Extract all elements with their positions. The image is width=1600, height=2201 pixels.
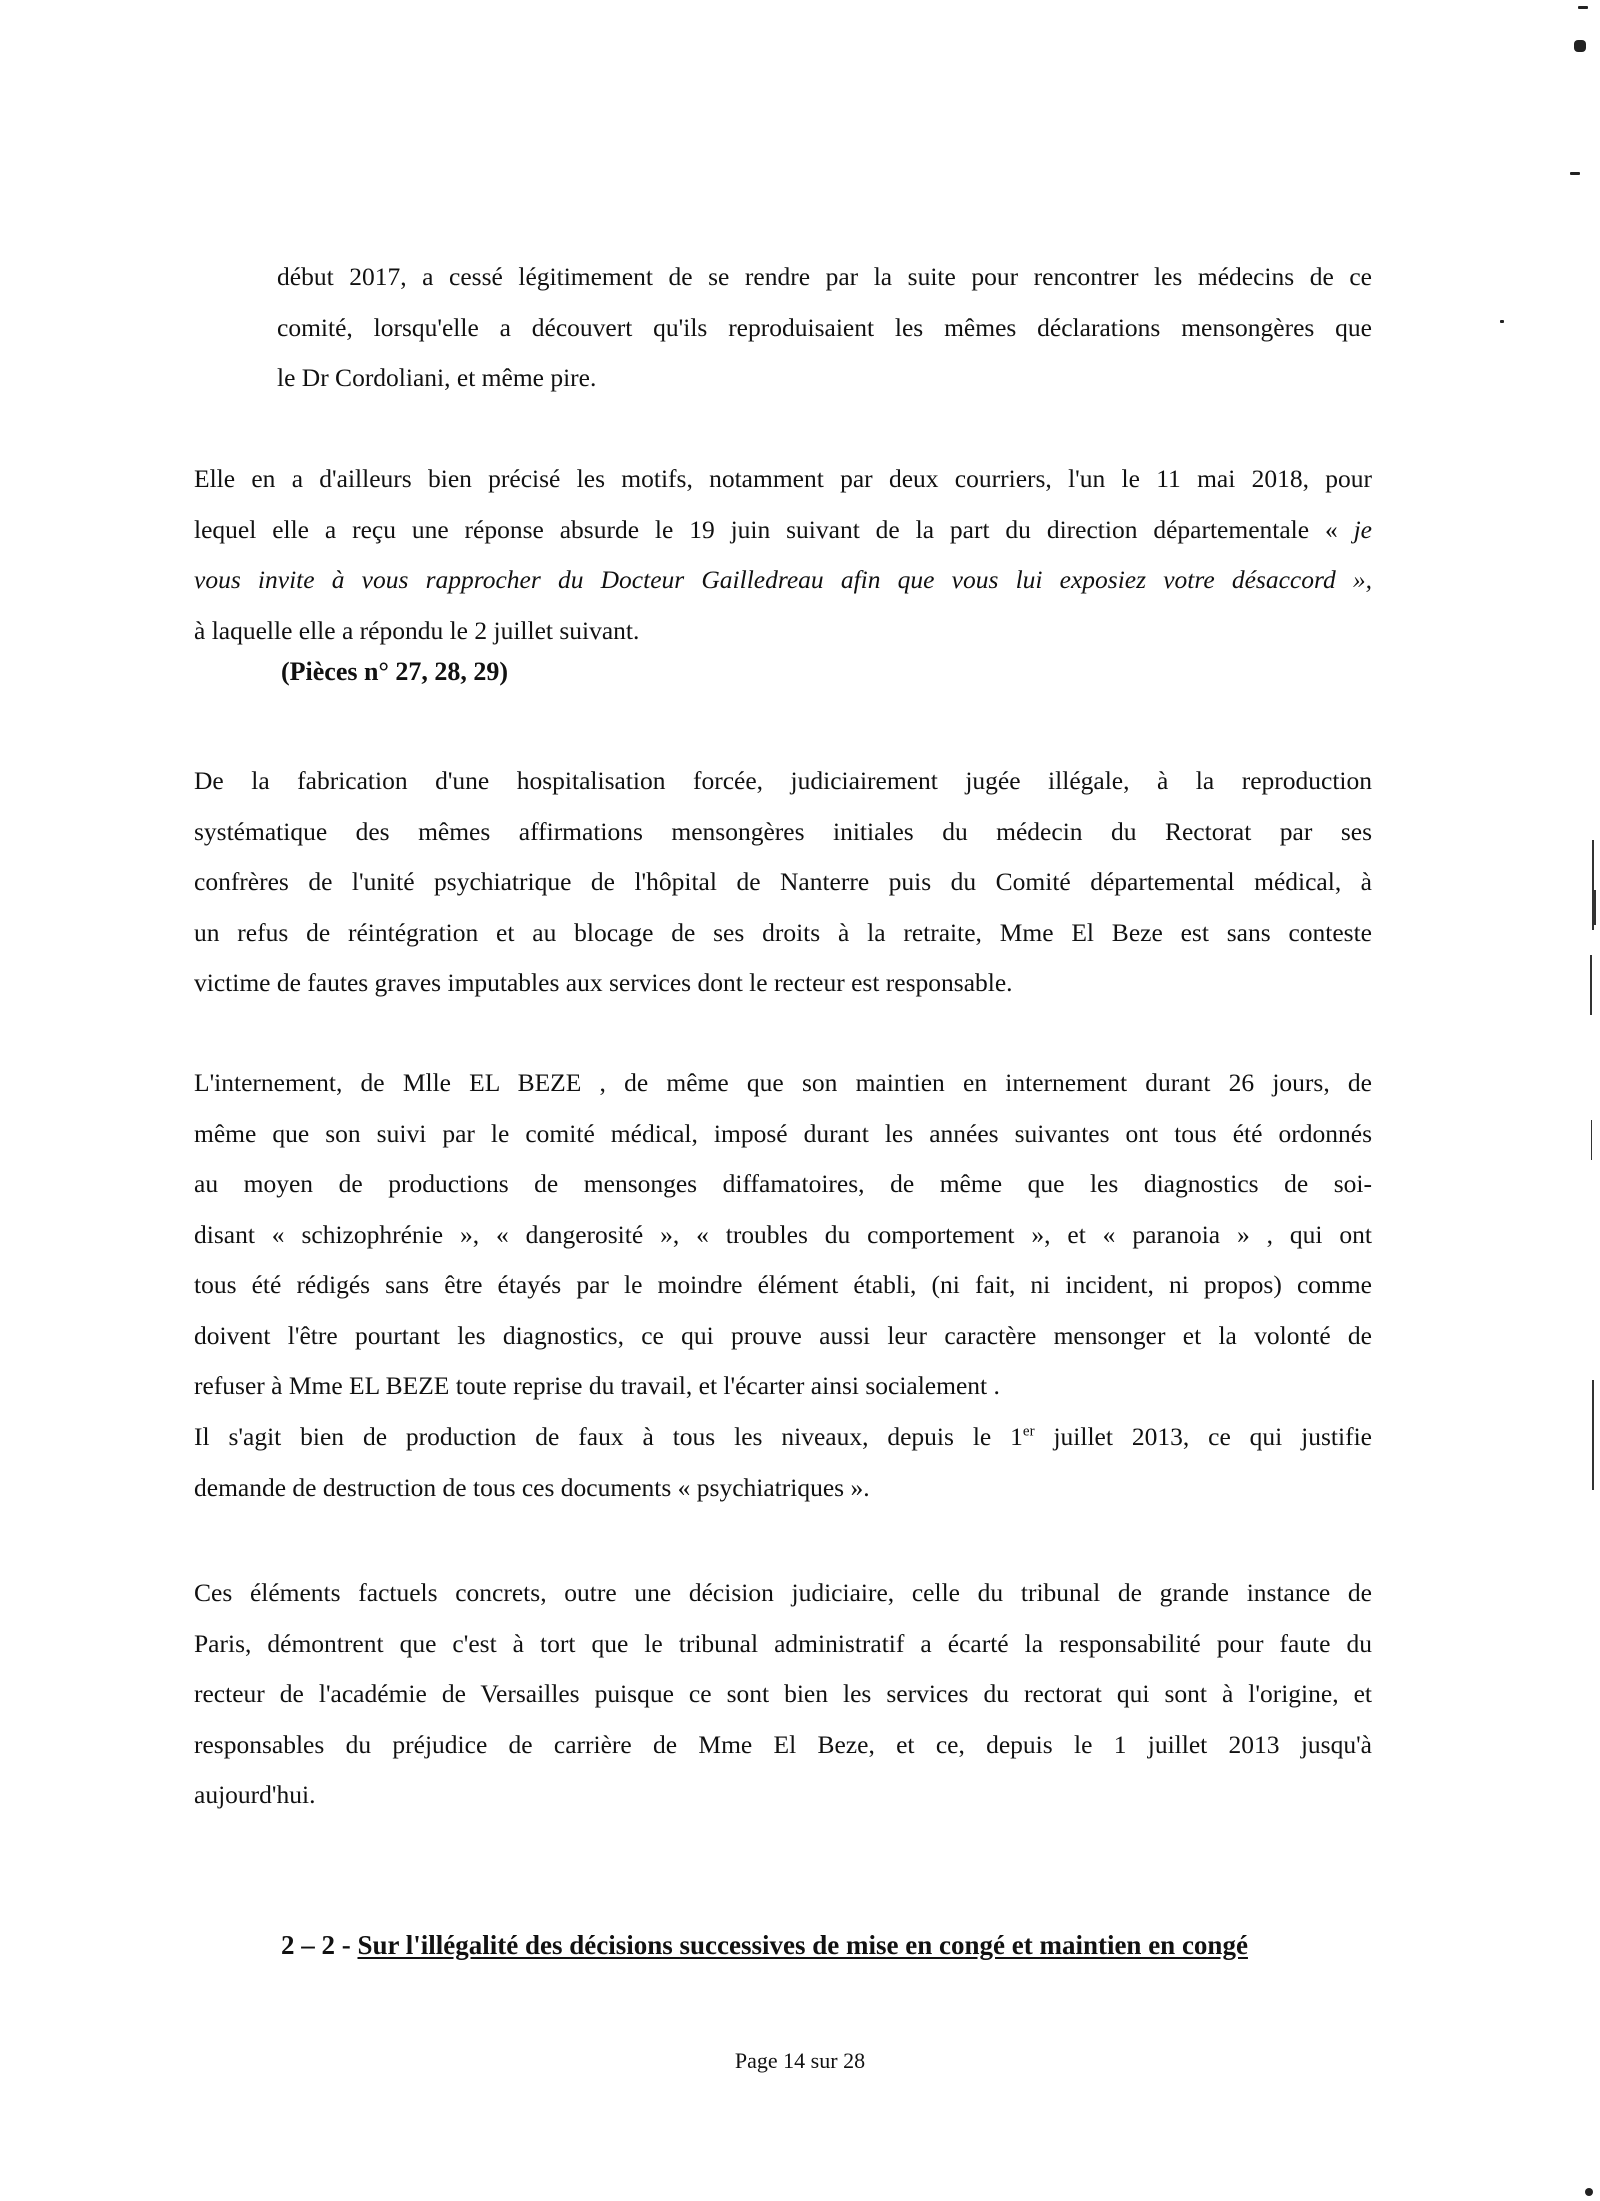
text-line: début 2017, a cessé légitimement de se rendre par la suite pour rencontrer les médecins de ce (277, 262, 1372, 291)
scan-mark (1574, 40, 1586, 52)
text-line: demande de destruction de tous ces documents « psychiatriques ». (194, 1472, 870, 1502)
section-title: Sur l'illégalité des décisions successives de mise en congé et maintien en congé (357, 1930, 1248, 1960)
scan-mark (1591, 1120, 1592, 1160)
text-line: recteur de l'académie de Versailles puisque ce sont bien les services du rectorat qui sont à l'origine, et (194, 1679, 1372, 1708)
exhibit-reference: (Pièces n° 27, 28, 29) (281, 657, 509, 686)
section-number: 2 – 2 - (281, 1930, 358, 1960)
scan-mark (1593, 890, 1596, 925)
text-line: un refus de réintégration et au blocage de ses droits à la retraite, Mme El Beze est sans conteste (194, 917, 1372, 947)
paragraph-fabrication (194, 756, 1372, 1009)
scan-mark (1592, 1380, 1594, 1490)
text-line: à laquelle elle a répondu le 2 juillet suivant. (194, 615, 640, 645)
text-line: tous été rédigés sans être étayés par le moindre élément établi, (ni fait, ni incident, ni propos) comme (194, 1270, 1372, 1299)
text-line: disant « schizophrénie », « dangerosité », « troubles du comportement », et « paranoia » , qui ont (194, 1219, 1372, 1249)
section-heading (281, 1930, 1248, 1961)
text-line: De la fabrication d'une hospitalisation forcée, judiciairement jugée illégale, à la reproduction (194, 766, 1372, 795)
paragraph-elements-factuels (194, 1568, 1372, 1821)
text-span: Il s'agit bien de production de faux à tous les niveaux, depuis le 1 (194, 1422, 1023, 1451)
scan-mark (1570, 172, 1580, 175)
text-line: Paris, démontrent que c'est à tort que le tribunal administratif a écarté la responsabilité pour faute du (194, 1628, 1372, 1658)
text-line: refuser à Mme EL BEZE toute reprise du travail, et l'écarter ainsi socialement . (194, 1371, 1000, 1400)
page-number: Page 14 sur 28 (734, 2048, 866, 2073)
text-line: comité, lorsqu'elle a découvert qu'ils reproduisaient les mêmes déclarations mensongères que (277, 312, 1372, 342)
text-line: même que son suivi par le comité médical, imposé durant les années suivantes ont tous été ordonnés (194, 1118, 1372, 1148)
text-line (194, 1412, 1372, 1463)
scan-mark (1500, 320, 1504, 323)
paragraph-continuation (277, 252, 1372, 404)
text-line: victime de fautes graves imputables aux services dont le recteur est responsable. (194, 968, 1013, 997)
text-line: confrères de l'unité psychiatrique de l'hôpital de Nanterre puis du Comité départemental médical, à (194, 867, 1372, 896)
text-line: Ces éléments factuels concrets, outre une décision judiciaire, celle du tribunal de grande instance de (194, 1578, 1372, 1607)
text-line (194, 505, 1372, 556)
superscript: er (1022, 1423, 1035, 1440)
scan-mark (1585, 2188, 1593, 2196)
paragraph-courriers (194, 454, 1372, 656)
text-line: L'internement, de Mlle EL BEZE , de même que son maintien en internement durant 26 jours, de (194, 1068, 1372, 1097)
text-span: lequel elle a reçu une réponse absurde le 19 juin suivant de la part du direction départementale « (194, 514, 1338, 544)
text-span: juillet 2013, ce qui justifie (1034, 1422, 1372, 1451)
paragraph-internement (194, 1058, 1372, 1412)
text-line: systématique des mêmes affirmations mensongères initiales du médecin du Rectorat par ses (194, 816, 1372, 846)
italic-quote: je (1337, 514, 1373, 544)
text-line: au moyen de productions de mensonges diffamatoires, de même que les diagnostics de soi- (194, 1169, 1372, 1198)
text-line: le Dr Cordoliani, et même pire. (277, 363, 597, 392)
text-line: Elle en a d'ailleurs bien précisé les motifs, notamment par deux courriers, l'un le 11 mai 2018, pour (194, 464, 1372, 493)
italic-quote: vous invite à vous rapprocher du Docteur Gailledreau afin que vous lui exposiez votre désaccord », (194, 565, 1372, 594)
scan-mark (1578, 6, 1588, 9)
paragraph-faux (194, 1412, 1372, 1513)
text-line: responsables du préjudice de carrière de Mme El Beze, et ce, depuis le 1 juillet 2013 jusqu'à (194, 1729, 1372, 1759)
text-line: doivent l'être pourtant les diagnostics, ce qui prouve aussi leur caractère mensonger et la volonté de (194, 1320, 1372, 1350)
text-line: aujourd'hui. (194, 1780, 316, 1809)
scan-mark (1590, 955, 1592, 1015)
